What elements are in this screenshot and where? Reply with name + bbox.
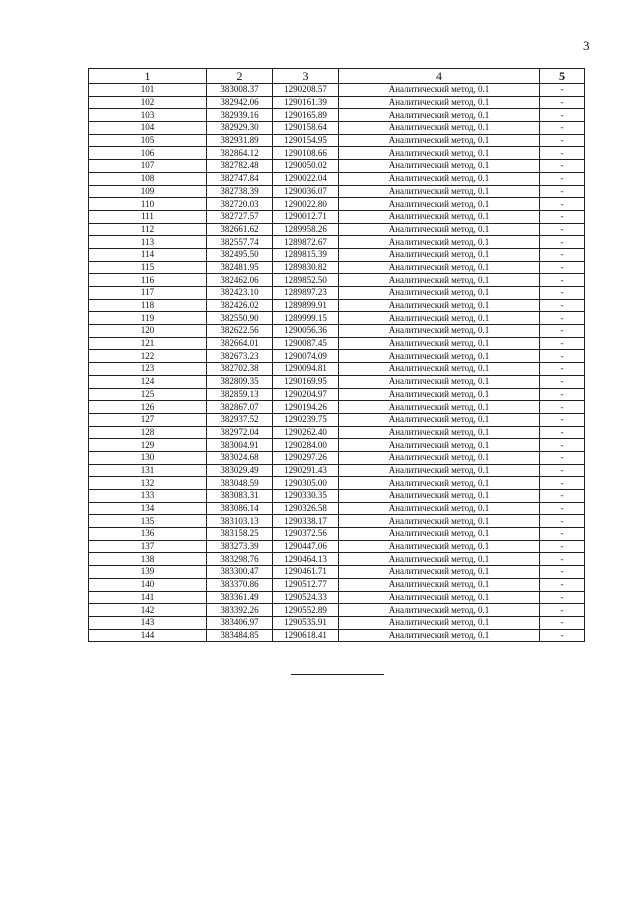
table-row xyxy=(89,464,585,477)
table-row xyxy=(89,413,585,426)
deviation-cell: - xyxy=(540,528,585,541)
method-cell: Аналитический метод, 0.1 xyxy=(339,629,540,642)
point-number-cell: 112 xyxy=(89,223,207,236)
y-coordinate-cell: 1290447.06 xyxy=(273,540,339,553)
deviation-cell: - xyxy=(540,109,585,122)
table-row xyxy=(89,96,585,109)
x-coordinate-cell: 383370.86 xyxy=(207,578,273,591)
method-cell: Аналитический метод, 0.1 xyxy=(339,490,540,503)
deviation-cell: - xyxy=(540,451,585,464)
point-number-cell: 137 xyxy=(89,540,207,553)
deviation-cell: - xyxy=(540,578,585,591)
x-coordinate-cell: 383273.39 xyxy=(207,540,273,553)
deviation-cell: - xyxy=(540,477,585,490)
point-number-cell: 135 xyxy=(89,515,207,528)
x-coordinate-cell: 382622.56 xyxy=(207,325,273,338)
method-cell: Аналитический метод, 0.1 xyxy=(339,413,540,426)
method-cell: Аналитический метод, 0.1 xyxy=(339,299,540,312)
y-coordinate-cell: 1289958.26 xyxy=(273,223,339,236)
point-number-cell: 113 xyxy=(89,236,207,249)
y-coordinate-cell: 1290291.43 xyxy=(273,464,339,477)
point-number-cell: 110 xyxy=(89,198,207,211)
y-coordinate-cell: 1290022.04 xyxy=(273,172,339,185)
x-coordinate-cell: 382661.62 xyxy=(207,223,273,236)
table-row xyxy=(89,160,585,173)
point-number-cell: 133 xyxy=(89,490,207,503)
x-coordinate-cell: 383484.85 xyxy=(207,629,273,642)
point-number-cell: 101 xyxy=(89,84,207,97)
y-coordinate-cell: 1290297.26 xyxy=(273,451,339,464)
x-coordinate-cell: 382809.35 xyxy=(207,375,273,388)
method-cell: Аналитический метод, 0.1 xyxy=(339,553,540,566)
point-number-cell: 111 xyxy=(89,210,207,223)
method-cell: Аналитический метод, 0.1 xyxy=(339,363,540,376)
table-row xyxy=(89,337,585,350)
method-cell: Аналитический метод, 0.1 xyxy=(339,375,540,388)
method-cell: Аналитический метод, 0.1 xyxy=(339,451,540,464)
y-coordinate-cell: 1290461.71 xyxy=(273,566,339,579)
x-coordinate-cell: 382702.38 xyxy=(207,363,273,376)
table-row xyxy=(89,477,585,490)
deviation-cell: - xyxy=(540,553,585,566)
y-coordinate-cell: 1290618.41 xyxy=(273,629,339,642)
point-number-cell: 121 xyxy=(89,337,207,350)
point-number-cell: 114 xyxy=(89,248,207,261)
point-number-cell: 125 xyxy=(89,388,207,401)
x-coordinate-cell: 383008.37 xyxy=(207,84,273,97)
method-cell: Аналитический метод, 0.1 xyxy=(339,96,540,109)
point-number-cell: 134 xyxy=(89,502,207,515)
y-coordinate-cell: 1290512.77 xyxy=(273,578,339,591)
x-coordinate-cell: 382782.48 xyxy=(207,160,273,173)
x-coordinate-cell: 383048.59 xyxy=(207,477,273,490)
x-coordinate-cell: 382929.30 xyxy=(207,122,273,135)
table-row xyxy=(89,566,585,579)
column-header: 2 xyxy=(207,69,273,84)
deviation-cell: - xyxy=(540,223,585,236)
x-coordinate-cell: 382426.02 xyxy=(207,299,273,312)
page-number: 3 xyxy=(583,38,590,53)
x-coordinate-cell: 382673.23 xyxy=(207,350,273,363)
deviation-cell: - xyxy=(540,350,585,363)
x-coordinate-cell: 382937.52 xyxy=(207,413,273,426)
x-coordinate-cell: 382664.01 xyxy=(207,337,273,350)
table-row xyxy=(89,388,585,401)
y-coordinate-cell: 1290204.97 xyxy=(273,388,339,401)
table-row xyxy=(89,312,585,325)
y-coordinate-cell: 1290108.66 xyxy=(273,147,339,160)
method-cell: Аналитический метод, 0.1 xyxy=(339,616,540,629)
method-cell: Аналитический метод, 0.1 xyxy=(339,464,540,477)
table-row xyxy=(89,109,585,122)
deviation-cell: - xyxy=(540,274,585,287)
method-cell: Аналитический метод, 0.1 xyxy=(339,147,540,160)
y-coordinate-cell: 1290036.07 xyxy=(273,185,339,198)
y-coordinate-cell: 1290326.58 xyxy=(273,502,339,515)
y-coordinate-cell: 1290372.56 xyxy=(273,528,339,541)
method-cell: Аналитический метод, 0.1 xyxy=(339,528,540,541)
deviation-cell: - xyxy=(540,540,585,553)
x-coordinate-cell: 383300.47 xyxy=(207,566,273,579)
x-coordinate-cell: 383083.31 xyxy=(207,490,273,503)
point-number-cell: 118 xyxy=(89,299,207,312)
point-number-cell: 108 xyxy=(89,172,207,185)
method-cell: Аналитический метод, 0.1 xyxy=(339,109,540,122)
deviation-cell: - xyxy=(540,198,585,211)
deviation-cell: - xyxy=(540,287,585,300)
method-cell: Аналитический метод, 0.1 xyxy=(339,122,540,135)
table-row xyxy=(89,604,585,617)
deviation-cell: - xyxy=(540,490,585,503)
x-coordinate-cell: 382727.57 xyxy=(207,210,273,223)
table-row xyxy=(89,629,585,642)
point-number-cell: 106 xyxy=(89,147,207,160)
method-cell: Аналитический метод, 0.1 xyxy=(339,477,540,490)
x-coordinate-cell: 382495.50 xyxy=(207,248,273,261)
y-coordinate-cell: 1290535.91 xyxy=(273,616,339,629)
deviation-cell: - xyxy=(540,515,585,528)
point-number-cell: 104 xyxy=(89,122,207,135)
x-coordinate-cell: 382972.04 xyxy=(207,426,273,439)
deviation-cell: - xyxy=(540,312,585,325)
y-coordinate-cell: 1289815.39 xyxy=(273,248,339,261)
method-cell: Аналитический метод, 0.1 xyxy=(339,236,540,249)
table-row xyxy=(89,223,585,236)
point-number-cell: 141 xyxy=(89,591,207,604)
method-cell: Аналитический метод, 0.1 xyxy=(339,185,540,198)
point-number-cell: 130 xyxy=(89,451,207,464)
method-cell: Аналитический метод, 0.1 xyxy=(339,502,540,515)
deviation-cell: - xyxy=(540,426,585,439)
table-row xyxy=(89,451,585,464)
point-number-cell: 132 xyxy=(89,477,207,490)
column-header: 4 xyxy=(339,69,540,84)
method-cell: Аналитический метод, 0.1 xyxy=(339,591,540,604)
deviation-cell: - xyxy=(540,122,585,135)
table-row xyxy=(89,210,585,223)
x-coordinate-cell: 382738.39 xyxy=(207,185,273,198)
deviation-cell: - xyxy=(540,185,585,198)
point-number-cell: 138 xyxy=(89,553,207,566)
method-cell: Аналитический метод, 0.1 xyxy=(339,350,540,363)
method-cell: Аналитический метод, 0.1 xyxy=(339,439,540,452)
point-number-cell: 128 xyxy=(89,426,207,439)
method-cell: Аналитический метод, 0.1 xyxy=(339,337,540,350)
point-number-cell: 120 xyxy=(89,325,207,338)
deviation-cell: - xyxy=(540,464,585,477)
x-coordinate-cell: 382557.74 xyxy=(207,236,273,249)
method-cell: Аналитический метод, 0.1 xyxy=(339,261,540,274)
method-cell: Аналитический метод, 0.1 xyxy=(339,210,540,223)
point-number-cell: 116 xyxy=(89,274,207,287)
y-coordinate-cell: 1290239.75 xyxy=(273,413,339,426)
method-cell: Аналитический метод, 0.1 xyxy=(339,198,540,211)
deviation-cell: - xyxy=(540,248,585,261)
table-row xyxy=(89,350,585,363)
table-row xyxy=(89,198,585,211)
point-number-cell: 129 xyxy=(89,439,207,452)
x-coordinate-cell: 382864.12 xyxy=(207,147,273,160)
deviation-cell: - xyxy=(540,172,585,185)
table-row xyxy=(89,401,585,414)
point-number-cell: 136 xyxy=(89,528,207,541)
coordinates-table xyxy=(88,68,585,642)
y-coordinate-cell: 1290154.95 xyxy=(273,134,339,147)
deviation-cell: - xyxy=(540,375,585,388)
x-coordinate-cell: 382481.95 xyxy=(207,261,273,274)
x-coordinate-cell: 382462.06 xyxy=(207,274,273,287)
point-number-cell: 119 xyxy=(89,312,207,325)
x-coordinate-cell: 382859.13 xyxy=(207,388,273,401)
method-cell: Аналитический метод, 0.1 xyxy=(339,604,540,617)
table-row xyxy=(89,172,585,185)
table-body xyxy=(89,84,585,642)
y-coordinate-cell: 1290330.35 xyxy=(273,490,339,503)
table-row xyxy=(89,540,585,553)
y-coordinate-cell: 1290552.89 xyxy=(273,604,339,617)
point-number-cell: 105 xyxy=(89,134,207,147)
y-coordinate-cell: 1290338.17 xyxy=(273,515,339,528)
y-coordinate-cell: 1290305.00 xyxy=(273,477,339,490)
y-coordinate-cell: 1290169.95 xyxy=(273,375,339,388)
table-row xyxy=(89,185,585,198)
point-number-cell: 102 xyxy=(89,96,207,109)
point-number-cell: 122 xyxy=(89,350,207,363)
point-number-cell: 144 xyxy=(89,629,207,642)
point-number-cell: 126 xyxy=(89,401,207,414)
deviation-cell: - xyxy=(540,147,585,160)
y-coordinate-cell: 1290464.13 xyxy=(273,553,339,566)
x-coordinate-cell: 383392.26 xyxy=(207,604,273,617)
table-row xyxy=(89,122,585,135)
y-coordinate-cell: 1290056.36 xyxy=(273,325,339,338)
deviation-cell: - xyxy=(540,591,585,604)
table-row xyxy=(89,426,585,439)
table-row xyxy=(89,502,585,515)
x-coordinate-cell: 383004.91 xyxy=(207,439,273,452)
x-coordinate-cell: 383298.76 xyxy=(207,553,273,566)
table-row xyxy=(89,528,585,541)
method-cell: Аналитический метод, 0.1 xyxy=(339,515,540,528)
table-row xyxy=(89,515,585,528)
x-coordinate-cell: 382550.90 xyxy=(207,312,273,325)
point-number-cell: 109 xyxy=(89,185,207,198)
table-row xyxy=(89,287,585,300)
table-row xyxy=(89,147,585,160)
closing-rule xyxy=(291,674,384,675)
point-number-cell: 107 xyxy=(89,160,207,173)
method-cell: Аналитический метод, 0.1 xyxy=(339,134,540,147)
table-row xyxy=(89,274,585,287)
y-coordinate-cell: 1290284.00 xyxy=(273,439,339,452)
column-header: 5 xyxy=(540,69,585,84)
deviation-cell: - xyxy=(540,261,585,274)
table-row xyxy=(89,261,585,274)
table-row xyxy=(89,591,585,604)
table-row xyxy=(89,375,585,388)
deviation-cell: - xyxy=(540,566,585,579)
x-coordinate-cell: 382939.16 xyxy=(207,109,273,122)
deviation-cell: - xyxy=(540,96,585,109)
method-cell: Аналитический метод, 0.1 xyxy=(339,172,540,185)
method-cell: Аналитический метод, 0.1 xyxy=(339,401,540,414)
y-coordinate-cell: 1290524.33 xyxy=(273,591,339,604)
deviation-cell: - xyxy=(540,604,585,617)
method-cell: Аналитический метод, 0.1 xyxy=(339,160,540,173)
deviation-cell: - xyxy=(540,363,585,376)
x-coordinate-cell: 383103.13 xyxy=(207,515,273,528)
x-coordinate-cell: 383029.49 xyxy=(207,464,273,477)
x-coordinate-cell: 382720.03 xyxy=(207,198,273,211)
deviation-cell: - xyxy=(540,299,585,312)
method-cell: Аналитический метод, 0.1 xyxy=(339,578,540,591)
deviation-cell: - xyxy=(540,337,585,350)
deviation-cell: - xyxy=(540,236,585,249)
x-coordinate-cell: 383361.49 xyxy=(207,591,273,604)
method-cell: Аналитический метод, 0.1 xyxy=(339,248,540,261)
x-coordinate-cell: 383024.68 xyxy=(207,451,273,464)
table-row xyxy=(89,553,585,566)
y-coordinate-cell: 1290012.71 xyxy=(273,210,339,223)
point-number-cell: 139 xyxy=(89,566,207,579)
deviation-cell: - xyxy=(540,413,585,426)
y-coordinate-cell: 1290074.09 xyxy=(273,350,339,363)
point-number-cell: 117 xyxy=(89,287,207,300)
point-number-cell: 143 xyxy=(89,616,207,629)
deviation-cell: - xyxy=(540,84,585,97)
table-row xyxy=(89,325,585,338)
method-cell: Аналитический метод, 0.1 xyxy=(339,426,540,439)
point-number-cell: 124 xyxy=(89,375,207,388)
x-coordinate-cell: 382423.10 xyxy=(207,287,273,300)
y-coordinate-cell: 1289897.23 xyxy=(273,287,339,300)
point-number-cell: 140 xyxy=(89,578,207,591)
table-row xyxy=(89,248,585,261)
point-number-cell: 115 xyxy=(89,261,207,274)
y-coordinate-cell: 1290208.57 xyxy=(273,84,339,97)
table-row xyxy=(89,363,585,376)
y-coordinate-cell: 1290165.89 xyxy=(273,109,339,122)
table-row xyxy=(89,134,585,147)
deviation-cell: - xyxy=(540,439,585,452)
method-cell: Аналитический метод, 0.1 xyxy=(339,312,540,325)
point-number-cell: 127 xyxy=(89,413,207,426)
y-coordinate-cell: 1290194.26 xyxy=(273,401,339,414)
deviation-cell: - xyxy=(540,134,585,147)
y-coordinate-cell: 1289999.15 xyxy=(273,312,339,325)
y-coordinate-cell: 1289852.50 xyxy=(273,274,339,287)
y-coordinate-cell: 1290094.81 xyxy=(273,363,339,376)
x-coordinate-cell: 382747.84 xyxy=(207,172,273,185)
table-row xyxy=(89,84,585,97)
x-coordinate-cell: 383086.14 xyxy=(207,502,273,515)
point-number-cell: 142 xyxy=(89,604,207,617)
deviation-cell: - xyxy=(540,616,585,629)
y-coordinate-cell: 1290158.64 xyxy=(273,122,339,135)
y-coordinate-cell: 1289899.91 xyxy=(273,299,339,312)
deviation-cell: - xyxy=(540,629,585,642)
x-coordinate-cell: 383406.97 xyxy=(207,616,273,629)
y-coordinate-cell: 1290161.39 xyxy=(273,96,339,109)
column-header: 1 xyxy=(89,69,207,84)
y-coordinate-cell: 1289872.67 xyxy=(273,236,339,249)
deviation-cell: - xyxy=(540,325,585,338)
x-coordinate-cell: 382931.89 xyxy=(207,134,273,147)
table-row xyxy=(89,490,585,503)
deviation-cell: - xyxy=(540,388,585,401)
method-cell: Аналитический метод, 0.1 xyxy=(339,84,540,97)
table-row xyxy=(89,236,585,249)
y-coordinate-cell: 1290022.80 xyxy=(273,198,339,211)
column-header: 3 xyxy=(273,69,339,84)
x-coordinate-cell: 382942.06 xyxy=(207,96,273,109)
y-coordinate-cell: 1290050.02 xyxy=(273,160,339,173)
deviation-cell: - xyxy=(540,210,585,223)
table-row xyxy=(89,299,585,312)
deviation-cell: - xyxy=(540,502,585,515)
deviation-cell: - xyxy=(540,401,585,414)
method-cell: Аналитический метод, 0.1 xyxy=(339,566,540,579)
point-number-cell: 131 xyxy=(89,464,207,477)
x-coordinate-cell: 383158.25 xyxy=(207,528,273,541)
deviation-cell: - xyxy=(540,160,585,173)
point-number-cell: 103 xyxy=(89,109,207,122)
table-row xyxy=(89,616,585,629)
table-row xyxy=(89,578,585,591)
method-cell: Аналитический метод, 0.1 xyxy=(339,223,540,236)
method-cell: Аналитический метод, 0.1 xyxy=(339,287,540,300)
y-coordinate-cell: 1290087.45 xyxy=(273,337,339,350)
method-cell: Аналитический метод, 0.1 xyxy=(339,274,540,287)
method-cell: Аналитический метод, 0.1 xyxy=(339,325,540,338)
x-coordinate-cell: 382867.07 xyxy=(207,401,273,414)
y-coordinate-cell: 1290262.40 xyxy=(273,426,339,439)
method-cell: Аналитический метод, 0.1 xyxy=(339,540,540,553)
point-number-cell: 123 xyxy=(89,363,207,376)
table-row xyxy=(89,439,585,452)
table-header-row xyxy=(89,69,585,84)
y-coordinate-cell: 1289830.82 xyxy=(273,261,339,274)
method-cell: Аналитический метод, 0.1 xyxy=(339,388,540,401)
